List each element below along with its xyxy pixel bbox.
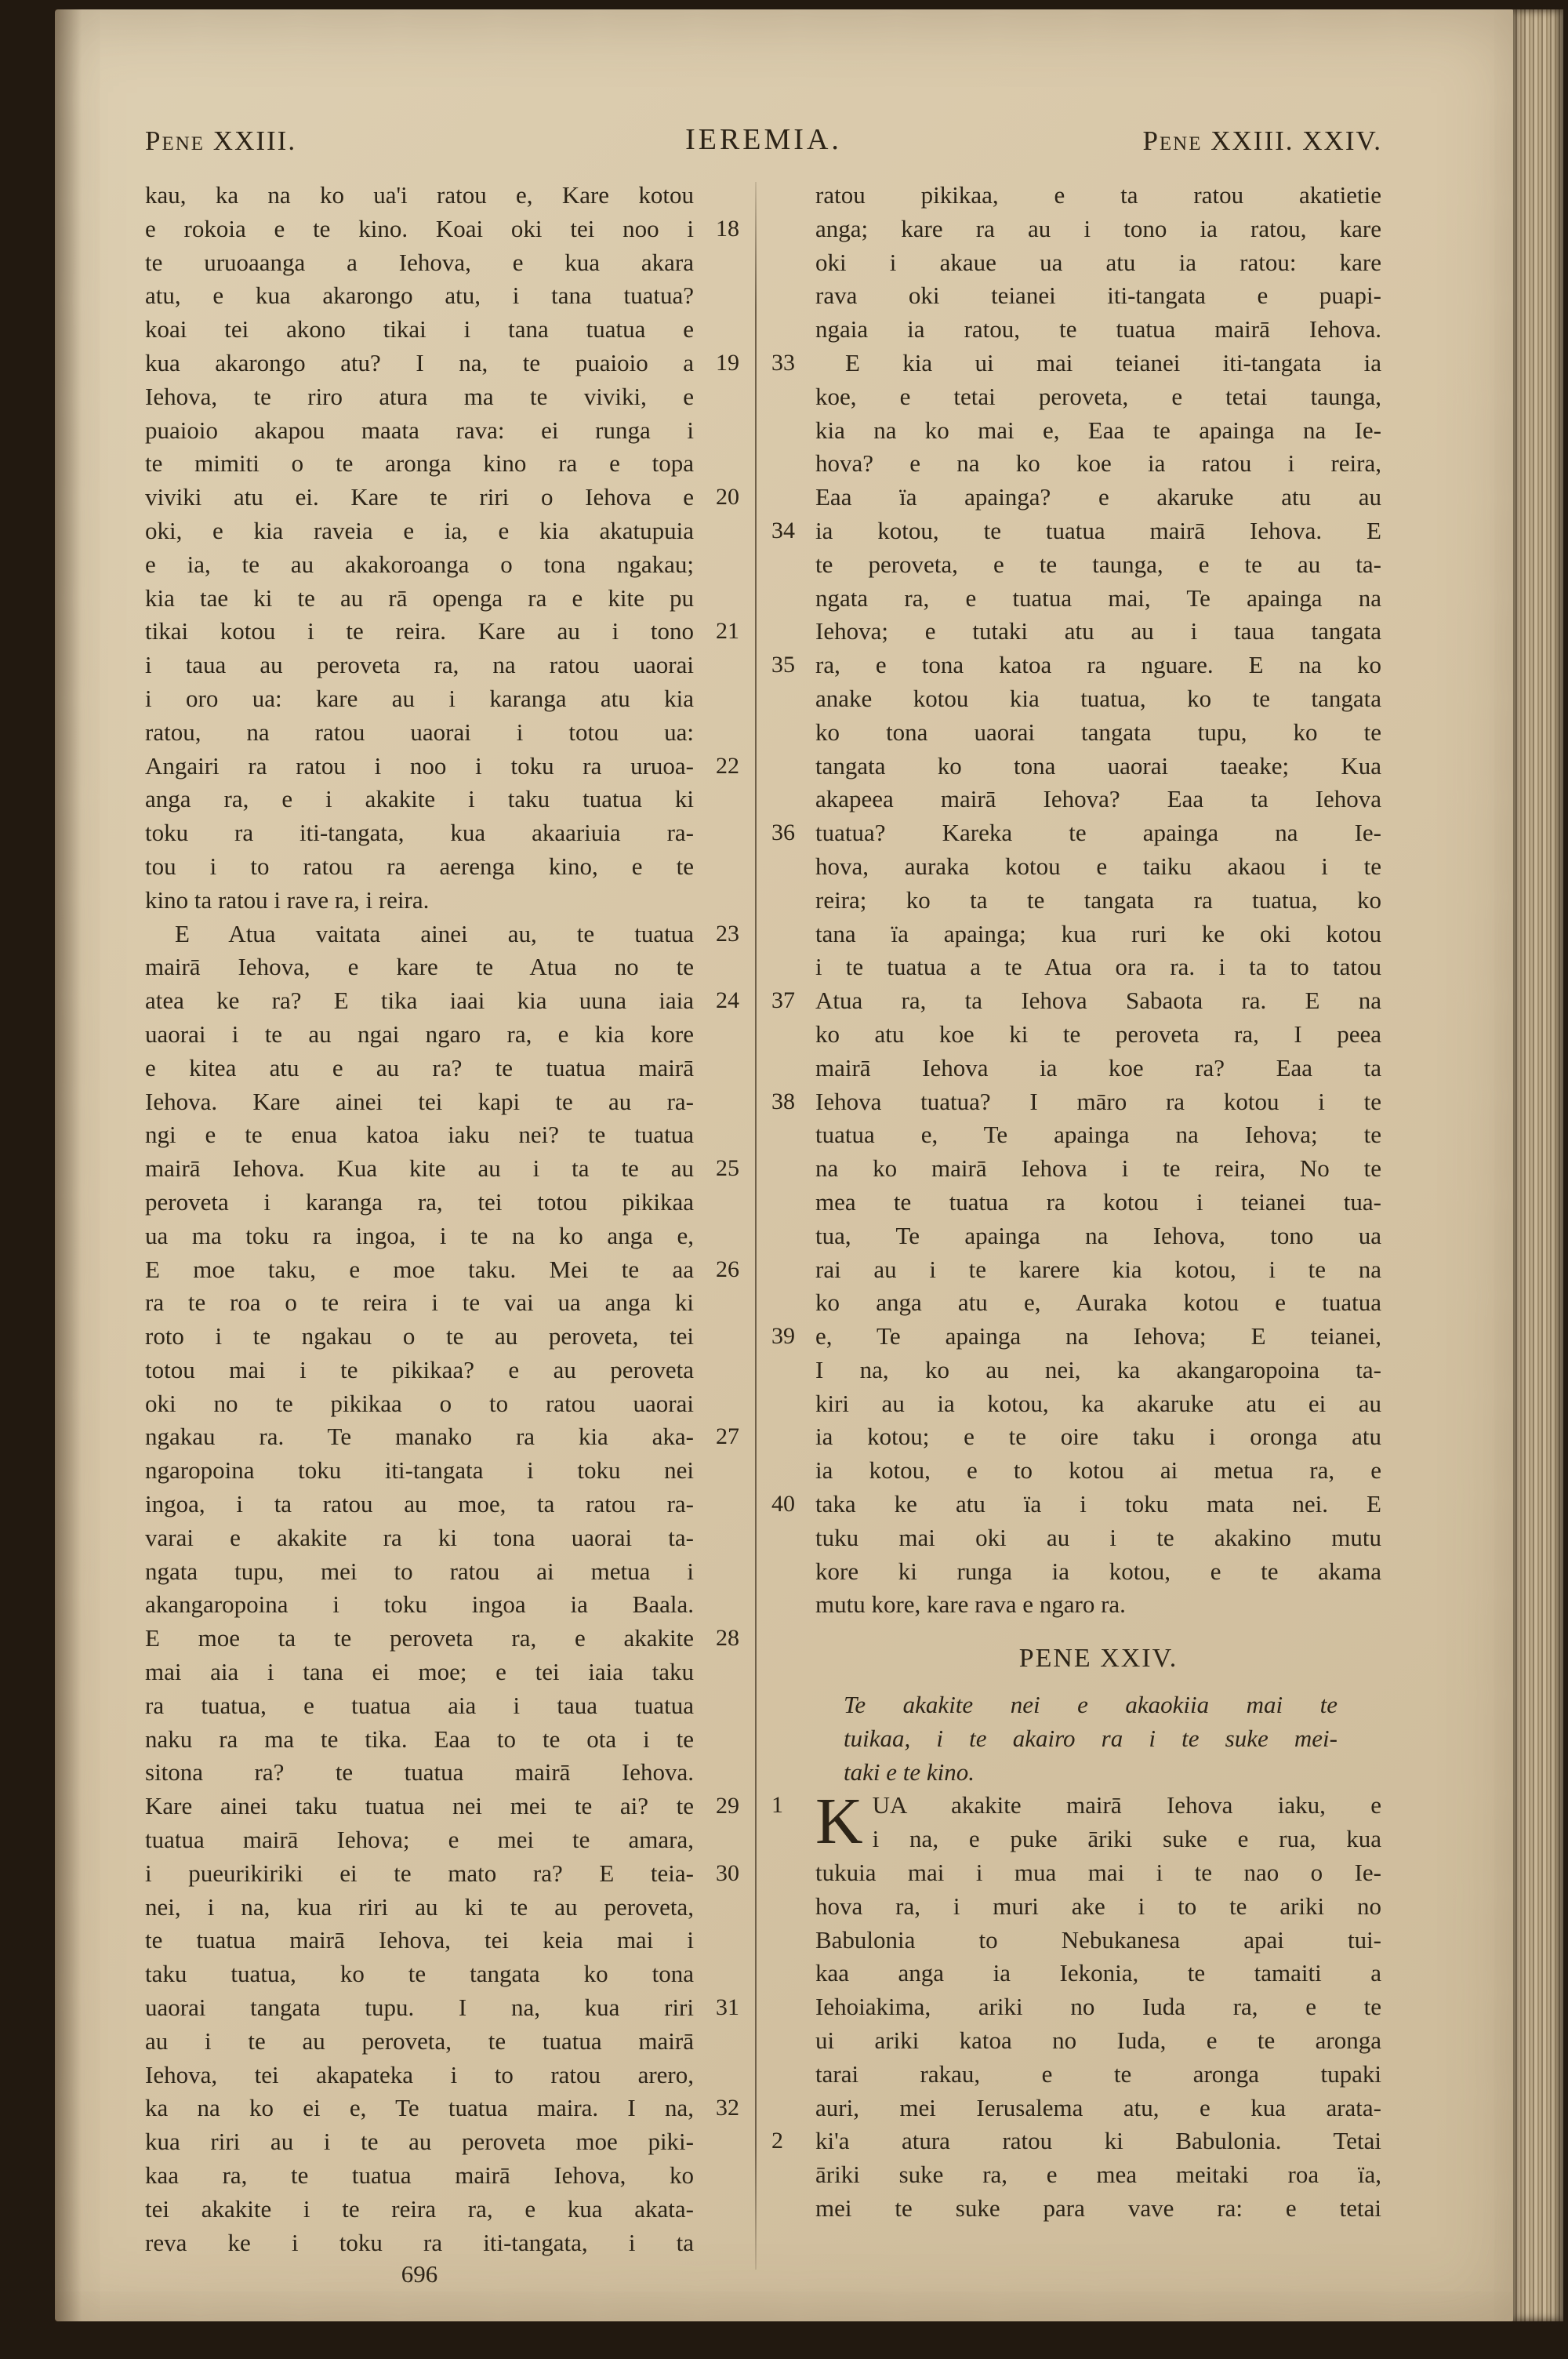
line-text: tuatua mairā Iehova; e mei te amara, [145, 1826, 694, 1854]
text-line [145, 2125, 694, 2159]
verse-number: 33 [771, 349, 795, 376]
line-text: E Atua vaitata ainei au, te tuatua [175, 919, 694, 947]
text-line [815, 279, 1381, 313]
line-text: reira; ko ta te tangata ra tuatua, ko [815, 885, 1381, 914]
line-text: hova, auraka kotou e taiku akaou i te [815, 852, 1381, 880]
page-number: 696 [401, 2260, 438, 2288]
text-line [145, 481, 739, 514]
header-chapter-left: Pene XXIII. [145, 125, 297, 156]
text-line [145, 1555, 694, 1589]
verse-number: 32 [716, 2095, 739, 2121]
text-line [145, 1756, 694, 1790]
line-text: mea te tuatua ra kotou i teianei tua- [815, 1187, 1381, 1216]
line-text: atea ke ra? E tika iaai kia uuna iaia [145, 987, 694, 1015]
text-line [145, 582, 694, 616]
verse-number: 30 [716, 1859, 739, 1886]
line-text: uaorai tangata tupu. I na, kua riri [145, 1994, 694, 2022]
line-text: UA akakite mairā Iehova iaku, e [872, 1791, 1381, 1819]
line-text: e kitea atu e au ra? te tuatua mairā [145, 1053, 694, 1081]
text-line [145, 1420, 739, 1454]
line-text: rava oki teianei iti-tangata e puapi- [815, 282, 1381, 310]
text-line [815, 2058, 1381, 2092]
text-line [145, 380, 694, 414]
text-line [815, 1219, 1381, 1253]
verse-number: 36 [771, 820, 795, 846]
text-line [815, 1286, 1381, 1320]
line-text: atu, e kua akarongo atu, i tana tuatua? [145, 282, 694, 310]
text-line [815, 918, 1381, 951]
line-text: E moe ta te peroveta ra, e akakite [145, 1624, 694, 1652]
line-text: varai e akakite ra ki tona uaorai ta- [145, 1523, 694, 1551]
line-text: toku ra iti-tangata, kua akaariuia ra- [145, 819, 694, 847]
line-text: au i te au peroveta, te tuatua mairā [145, 2026, 694, 2055]
line-text: ngata tupu, mei to ratou ai metua i [145, 1557, 694, 1585]
text-line [145, 984, 739, 1018]
line-text: tuatua? Kareka te apainga na Ie- [815, 819, 1381, 847]
line-text: tua, Te apainga na Iehova, tono ua [815, 1221, 1381, 1249]
text-line [145, 884, 694, 918]
text-line [815, 2192, 1381, 2226]
line-text: nei, i na, kua riri au ki te au peroveta, [145, 1892, 694, 1921]
line-text: ia kotou, te tuatua mairā Iehova. E [815, 516, 1381, 544]
text-line [815, 1957, 1381, 1990]
line-text: Atua ra, ta Iehova Sabaota ra. E na [815, 987, 1381, 1015]
line-text: tarai rakau, e te aronga tupaki [815, 2059, 1381, 2088]
text-line [145, 1219, 694, 1253]
line-text: koai tei akono tikai i tana tuatua e [145, 315, 694, 343]
line-text: ratou, na ratou uaorai i totou ua: [145, 718, 694, 746]
text-line [145, 951, 694, 984]
text-line [145, 1052, 694, 1085]
verse-number: 18 [716, 215, 739, 242]
text-line [145, 279, 694, 313]
text-line [145, 1957, 694, 1991]
line-text: reva ke i toku ra iti-tangata, i ta [145, 2228, 694, 2256]
text-line [815, 850, 1381, 884]
text-line [145, 783, 694, 816]
text-line [145, 1085, 694, 1119]
text-line [145, 2226, 694, 2260]
left-column [145, 179, 739, 2259]
text-line [815, 1856, 1381, 1890]
text-line [145, 682, 694, 716]
line-text: ngaia ia ratou, te tuatua mairā Iehova. [815, 315, 1381, 343]
line-text: Iehova, tei akapateka i to ratou arero, [145, 2060, 694, 2088]
line-text: āriki suke ra, e mea meitaki roa ïa, [815, 2161, 1381, 2189]
verse-number: 23 [716, 920, 739, 947]
text-line [145, 1689, 694, 1723]
text-line [815, 750, 1381, 783]
text-line [815, 1454, 1381, 1488]
text-line [145, 2092, 739, 2125]
text-line [815, 884, 1381, 918]
text-line [145, 2059, 694, 2092]
text-line [771, 1488, 1381, 1521]
text-line [815, 213, 1381, 246]
line-text: peroveta i karanga ra, tei totou pikikaa [145, 1187, 694, 1216]
line-text: tuikaa, i te akairo ra i te suke mei- [844, 1724, 1338, 1752]
verse-number: 26 [716, 1256, 739, 1282]
text-line [145, 2159, 694, 2193]
line-text: hova ra, i muri ake i to te ariki no [815, 1892, 1381, 1920]
verse-number: 31 [716, 1994, 739, 2021]
verse-number: 2 [771, 2128, 783, 2154]
line-text: koe, e tetai peroveta, e tetai taunga, [815, 382, 1381, 410]
text-line [815, 1253, 1381, 1287]
line-text: Angairi ra ratou i noo i toku ra uruoa- [145, 751, 694, 780]
text-line [145, 816, 694, 850]
line-text: mutu kore, kare rava e ngaro ra. [815, 1590, 1126, 1619]
text-line [145, 313, 694, 347]
text-line [145, 246, 694, 280]
text-line [815, 1890, 1381, 1924]
line-text: E kia ui mai teianei iti-tangata ia [845, 348, 1381, 376]
line-text: uaorai i te au ngai ngaro ra, e kia kore [145, 1020, 694, 1048]
text-line [771, 1085, 1381, 1119]
line-text: oki, e kia raveia e ia, e kia akatupuia [145, 516, 694, 544]
text-line [145, 414, 694, 448]
text-line [815, 1118, 1381, 1152]
text-line [145, 1723, 694, 1757]
running-header [145, 122, 1382, 158]
verse-number: 25 [716, 1155, 739, 1182]
text-line [145, 1018, 694, 1052]
text-line [145, 850, 694, 884]
line-text: PENE XXIV. [1018, 1644, 1178, 1674]
line-text: ra te roa o te reira i te vai ua anga ki [145, 1289, 694, 1317]
text-line [145, 1790, 739, 1823]
text-line [815, 1588, 1381, 1622]
text-line [145, 1991, 739, 2025]
text-line [145, 1891, 694, 1925]
line-text: mairā Iehova. Kua kite au i ta te au [145, 1154, 694, 1183]
line-text: tukuia mai i mua mai i te nao o Ie- [815, 1859, 1381, 1887]
text-line [815, 447, 1381, 481]
line-text: taku tuatua, ko te tangata ko tona [145, 1960, 694, 1988]
text-line [145, 514, 694, 548]
line-text: puaioio akapou maata rava: ei runga i [145, 416, 694, 444]
verse-number: 39 [771, 1323, 795, 1350]
verse-number: 40 [771, 1491, 795, 1518]
line-text: naku ra ma te tika. Eaa to te ota i te [145, 1725, 694, 1753]
line-text: e ia, te au akakoroanga o tona ngakau; [145, 550, 694, 578]
drop-cap: K [815, 1785, 863, 1859]
chapter-heading [815, 1642, 1381, 1676]
line-text: oki i akaue ua atu ia ratou: kare [815, 248, 1381, 276]
line-text: mei te suke para vave ra: e tetai [815, 2194, 1381, 2223]
text-line [815, 481, 1381, 514]
text-line [145, 1253, 739, 1287]
verse-number: 20 [716, 484, 739, 511]
line-text: Babulonia to Nebukanesa apai tui- [815, 1925, 1381, 1954]
line-text: na ko mairā Iehova i te reira, No te [815, 1154, 1381, 1183]
text-line [815, 1521, 1381, 1555]
line-text: i pueurikiriki ei te mato ra? E teia- [145, 1859, 694, 1887]
line-text: i na, e puke āriki suke e rua, kua [872, 1825, 1381, 1853]
line-text: akangaropoina i toku ingoa ia Baala. [145, 1590, 694, 1619]
line-text: ko anga atu e, Auraka kotou e tuatua [815, 1289, 1381, 1317]
text-line [145, 1588, 694, 1622]
line-text: tangata ko tona uaorai taeake; Kua [815, 751, 1381, 780]
text-line [145, 1823, 694, 1857]
text-line [145, 1186, 694, 1219]
text-line [145, 1354, 694, 1387]
text-line [815, 682, 1381, 716]
line-text: kaa anga ia Iekonia, te tamaiti a [815, 1959, 1381, 1987]
text-line [815, 951, 1381, 984]
text-line [815, 2024, 1381, 2058]
line-text: ngakau ra. Te manako ra kia aka- [145, 1423, 694, 1451]
text-line [815, 1823, 1381, 1856]
text-line [815, 380, 1381, 414]
text-line [145, 179, 694, 213]
line-text: ingoa, i ta ratou au moe, ta ratou ra- [145, 1490, 694, 1518]
text-line [145, 1924, 694, 1957]
text-line [771, 514, 1381, 548]
verse-number: 21 [716, 618, 739, 645]
line-text: ratou pikikaa, e ta ratou akatietie [815, 181, 1381, 209]
text-line [145, 1857, 739, 1891]
text-line [145, 1454, 694, 1488]
line-text: ra tuatua, e tuatua aia i taua tuatua [145, 1691, 694, 1719]
text-line [145, 1320, 694, 1354]
line-text: kua riri au i te au peroveta moe piki- [145, 2128, 694, 2156]
line-text: oki no te pikikaa o to ratou uaorai [145, 1389, 694, 1417]
line-text: i te tuatua a te Atua ora ra. i ta to tatou [815, 953, 1381, 981]
text-line [815, 2158, 1381, 2192]
line-text: hova? e na ko koe ia ratou i reira, [815, 449, 1381, 478]
line-text: ia kotou; e te oire taku i oronga atu [815, 1423, 1381, 1451]
line-text: ngata ra, e tuatua mai, Te apainga na [815, 583, 1381, 612]
line-text: i oro ua: kare au i karanga atu kia [145, 684, 694, 712]
text-line [145, 649, 694, 682]
line-text: tikai kotou i te reira. Kare au i tono [145, 617, 694, 645]
line-text: ra, e tona katoa ra nguare. E na ko [815, 651, 1381, 679]
chapter-summary-line [815, 1688, 1381, 1722]
line-text: e, Te apainga na Iehova; E teianei, [815, 1322, 1381, 1350]
text-line [815, 1990, 1381, 2024]
line-text: ko atu koe ki te peroveta ra, I peea [815, 1020, 1381, 1048]
text-line [145, 2025, 694, 2059]
line-text: tei akakite i te reira ra, e kua akata- [145, 2194, 694, 2223]
text-line [815, 783, 1381, 816]
line-text: kua akarongo atu? I na, te puaioio a [145, 348, 694, 376]
line-text: tuatua e, Te apainga na Iehova; te [815, 1121, 1381, 1149]
line-text: ua ma toku ra ingoa, i te na ko anga e, [145, 1221, 694, 1249]
line-text: kino ta ratou i rave ra, i reira. [145, 885, 430, 914]
verse-number: 34 [771, 517, 795, 543]
verse-number: 37 [771, 987, 795, 1014]
line-text: ki'a atura ratou ki Babulonia. Tetai [815, 2127, 1381, 2155]
text-line [145, 1118, 694, 1152]
line-text: Eaa ïa apainga? e akaruke atu au [815, 483, 1381, 511]
line-text: te mimiti o te aronga kino ra e topa [145, 449, 694, 478]
text-line [145, 2193, 694, 2226]
line-text: ko tona uaorai tangata tupu, ko te [815, 718, 1381, 746]
line-text: Iehoiakima, ariki no Iuda ra, e te [815, 1993, 1381, 2021]
line-text: I na, ko au nei, ka akangaropoina ta- [815, 1355, 1381, 1383]
verse-number: 38 [771, 1088, 795, 1114]
line-text: Iehova tuatua? I māro ra kotou i te [815, 1087, 1381, 1115]
text-line [145, 1286, 694, 1320]
line-text: mai aia i tana ei moe; e tei iaia taku [145, 1658, 694, 1686]
text-line [815, 1354, 1381, 1387]
text-line [815, 179, 1381, 213]
text-line [145, 1521, 694, 1555]
book-title: IEREMIA. [685, 123, 842, 156]
line-text: anga; kare ra au i tono ia ratou, kare [815, 214, 1381, 242]
line-text: E moe taku, e moe taku. Mei te aa [145, 1255, 694, 1283]
line-text: tou i to ratou ra aerenga kino, e te [145, 852, 694, 880]
verse-number: 1 [771, 1792, 783, 1819]
verse-number: 27 [716, 1423, 739, 1450]
text-line [815, 716, 1381, 750]
line-text: kia na ko mai e, Eaa te apainga na Ie- [815, 416, 1381, 444]
text-line [815, 1052, 1381, 1085]
line-text: Kare ainei taku tuatua nei mei te ai? te [145, 1792, 694, 1820]
text-line [145, 347, 739, 380]
line-text: te tuatua mairā Iehova, tei keia mai i [145, 1926, 694, 1954]
line-text: totou mai i te pikikaa? e au peroveta [145, 1355, 694, 1383]
line-text: te peroveta, e te taunga, e te au ta- [815, 550, 1381, 578]
line-text: kau, ka na ko ua'i ratou e, Kare kotou [145, 181, 694, 209]
line-text: ia kotou, e to kotou ai metua ra, e [815, 1456, 1381, 1485]
text-line [815, 1018, 1381, 1052]
line-text: ui ariki katoa no Iuda, e te aronga [815, 2026, 1381, 2055]
text-line [145, 1488, 694, 1521]
text-line [815, 1555, 1381, 1589]
line-text: roto i te ngakau o te au peroveta, tei [145, 1322, 694, 1350]
line-text: Iehova. Kare ainei tei kapi te au ra- [145, 1087, 694, 1115]
text-line [145, 750, 739, 783]
text-line [771, 1320, 1381, 1354]
line-text: ngaropoina toku iti-tangata i toku nei [145, 1456, 694, 1485]
line-text: Iehova, te riro atura ma te viviki, e [145, 382, 694, 410]
text-line [815, 615, 1381, 649]
line-text: kaa ra, te tuatua mairā Iehova, ko [145, 2161, 694, 2190]
text-line [815, 2092, 1381, 2125]
verse-number: 22 [716, 752, 739, 779]
text-line [815, 1152, 1381, 1186]
text-line [815, 1186, 1381, 1219]
text-line [815, 1420, 1381, 1454]
text-line [815, 1387, 1381, 1421]
line-text: taka ke atu ïa i toku mata nei. E [815, 1490, 1381, 1518]
text-line [815, 582, 1381, 616]
line-text: i taua au peroveta ra, na ratou uaorai [145, 651, 694, 679]
line-text: Te akakite nei e akaokiia mai te [844, 1691, 1338, 1719]
text-line [145, 1622, 739, 1656]
text-line [145, 918, 739, 951]
text-line [815, 414, 1381, 448]
text-line [771, 347, 1381, 380]
line-text: kia tae ki te au rā openga ra e kite pu [145, 583, 694, 612]
verse-number: 19 [716, 349, 739, 376]
line-text: akapeea mairā Iehova? Eaa ta Iehova [815, 785, 1381, 813]
verse-number: 24 [716, 987, 739, 1014]
line-text: taki e te kino. [844, 1757, 975, 1786]
text-line [145, 447, 694, 481]
text-line [771, 984, 1381, 1018]
right-column [771, 179, 1381, 2226]
text-line [815, 246, 1381, 280]
text-line [815, 548, 1381, 582]
line-text: anga ra, e i akakite i taku tuatua ki [145, 785, 694, 813]
line-text: kore ki runga ia kotou, e te akama [815, 1557, 1381, 1585]
text-line [145, 1387, 694, 1421]
text-line [771, 2125, 1381, 2158]
line-text: anake kotou kia tuatua, ko te tangata [815, 684, 1381, 712]
verse-number: 28 [716, 1625, 739, 1652]
line-text: mairā Iehova, e kare te Atua no te [145, 953, 694, 981]
line-text: ngi e te enua katoa iaku nei? te tuatua [145, 1121, 694, 1149]
line-text: ka na ko ei e, Te tuatua maira. I na, [145, 2094, 694, 2122]
verse-number: 29 [716, 1793, 739, 1819]
chapter-summary-line [815, 1756, 1381, 1790]
verse-number: 35 [771, 652, 795, 678]
chapter-summary-line [815, 1722, 1381, 1756]
line-text: tana ïa apainga; kua ruri ke oki kotou [815, 919, 1381, 947]
text-line [815, 1924, 1381, 1957]
text-line [145, 615, 739, 649]
text-line [815, 313, 1381, 347]
line-text: e rokoia e te kino. Koai oki tei noo i [145, 214, 694, 242]
text-line [145, 716, 694, 750]
text-line [145, 1152, 739, 1186]
line-text: auri, mei Ierusalema atu, e kua arata- [815, 2093, 1381, 2121]
text-line [771, 649, 1381, 682]
line-text: kiri au ia kotou, ka akaruke atu ei au [815, 1389, 1381, 1417]
text-line [145, 1656, 694, 1689]
book-page-edges [1513, 9, 1563, 2321]
line-text: sitona ra? te tuatua mairā Iehova. [145, 1758, 694, 1787]
line-text: viviki atu ei. Kare te riri o Iehova e [145, 483, 694, 511]
text-line [145, 213, 739, 246]
column-divider [755, 182, 757, 2270]
text-line [771, 816, 1381, 850]
line-text: mairā Iehova ia koe ra? Eaa ta [815, 1053, 1381, 1081]
line-text: te uruoaanga a Iehova, e kua akara [145, 248, 694, 276]
line-text: tuku mai oki au i te akakino mutu [815, 1523, 1381, 1551]
line-text: Iehova; e tutaki atu au i taua tangata [815, 617, 1381, 645]
header-chapter-right: Pene XXIII. XXIV. [1142, 125, 1382, 156]
text-line [145, 548, 694, 582]
line-text: rai au i te karere kia kotou, i te na [815, 1255, 1381, 1283]
